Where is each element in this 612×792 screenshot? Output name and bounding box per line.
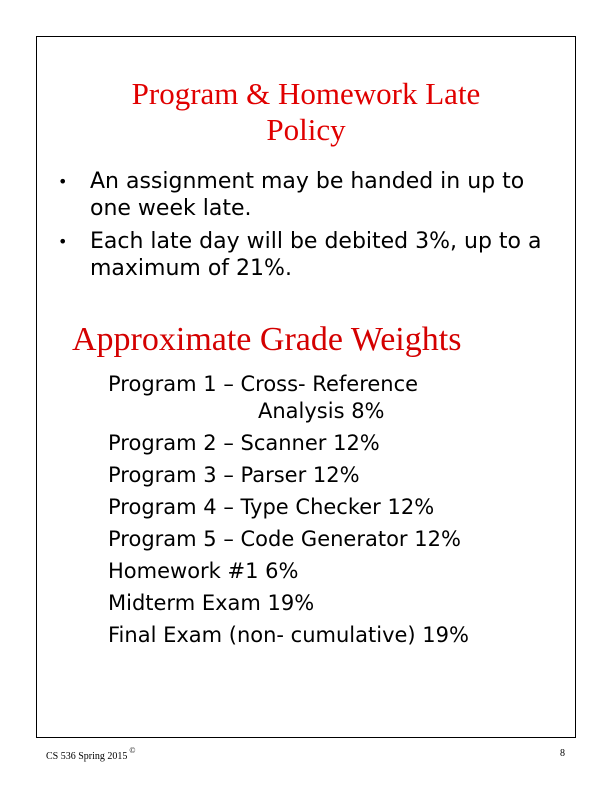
late-policy-item bbox=[58, 168, 558, 222]
grade-weight-item: Program 5 – Code Generator 12% bbox=[108, 527, 461, 551]
copyright-icon: © bbox=[129, 746, 136, 755]
grade-weight-item: Program 3 – Parser 12% bbox=[108, 463, 360, 487]
grade-weight-item: Homework #1 6% bbox=[108, 559, 299, 583]
page-number: 8 bbox=[560, 748, 565, 759]
grade-weight-item: Midterm Exam 19% bbox=[108, 591, 315, 615]
bullet-icon: • bbox=[58, 232, 68, 251]
grade-weight-item: Program 2 – Scanner 12% bbox=[108, 431, 380, 455]
grade-weights-list bbox=[108, 371, 469, 654]
late-policy-list bbox=[58, 168, 558, 288]
grade-weights-heading: Approximate Grade Weights bbox=[72, 321, 462, 358]
grade-weight-item: Program 4 – Type Checker 12% bbox=[108, 495, 435, 519]
grade-weight-text: Program 1 – Cross- Reference bbox=[108, 372, 419, 396]
bullet-icon: • bbox=[58, 172, 68, 191]
slide-title-line-2: Policy bbox=[266, 112, 346, 147]
late-policy-text: Each late day will be debited 3%, up to a maximum of 21%. bbox=[90, 229, 542, 281]
slide-title bbox=[36, 76, 576, 148]
footer-course-text: CS 536 Spring 2015 bbox=[46, 751, 128, 762]
slide-title-line-1: Program & Homework Late bbox=[131, 76, 481, 111]
grade-weight-continuation: Analysis 8% bbox=[258, 399, 385, 423]
late-policy-item bbox=[58, 228, 558, 282]
late-policy-text: An assignment may be handed in up to one week late. bbox=[90, 169, 525, 221]
footer-course-label bbox=[46, 746, 135, 762]
grade-weight-item bbox=[108, 371, 469, 425]
grade-weight-item: Final Exam (non- cumulative) 19% bbox=[108, 623, 469, 647]
